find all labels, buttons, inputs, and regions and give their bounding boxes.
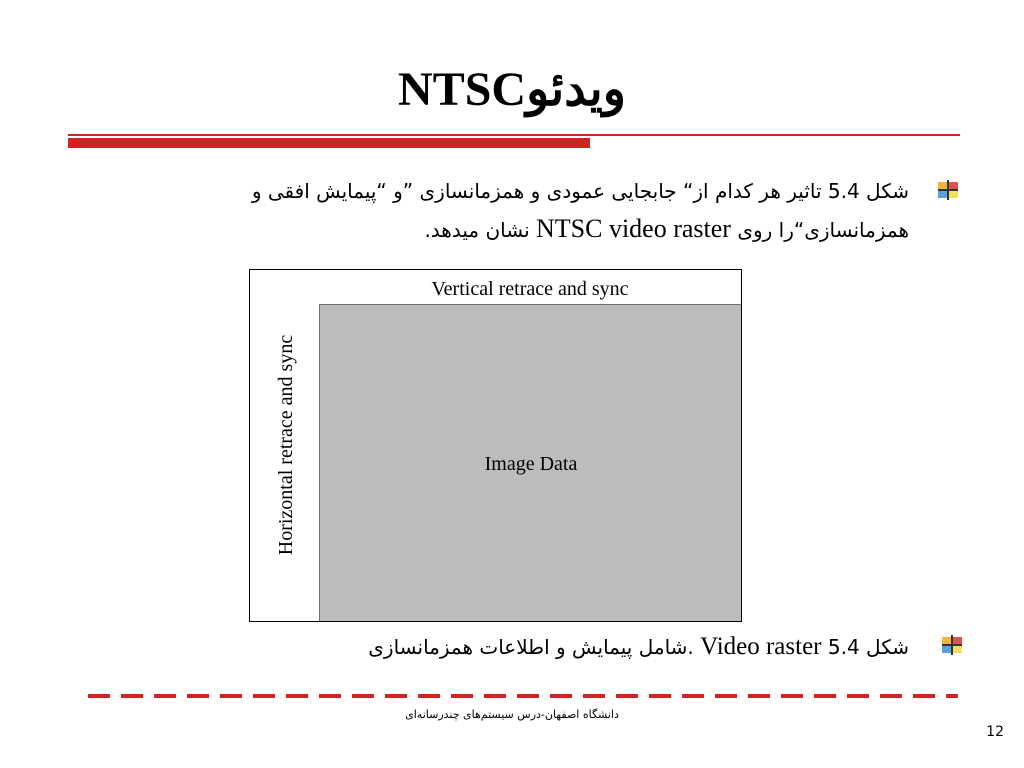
- footer-text: دانشگاه اصفهان-درس سیستم‌های چندرسانه‌ای: [405, 708, 619, 721]
- slide-title: [0, 60, 1024, 120]
- bullet-1-line-2-post: نشان میدهد.: [424, 218, 536, 242]
- bullet-2-suffix: .شامل پیمایش و اطلاعات همزمانسازی: [368, 635, 701, 659]
- footer-dashed-divider: [88, 694, 958, 698]
- image-data-area: [319, 304, 741, 621]
- title-rule-thin: [68, 134, 960, 136]
- title-persian: ویدئو: [526, 63, 626, 116]
- bullet-1-line-2: [109, 210, 909, 249]
- bullet-1-line-2-latin: NTSC video raster: [536, 214, 731, 243]
- image-data-label: Image Data: [484, 453, 578, 475]
- title-rule-thick: [68, 138, 590, 148]
- bullet-square-icon: [936, 178, 960, 202]
- bullet-2-prefix: شکل 5.4: [821, 635, 909, 659]
- title-latin: NTSC: [398, 63, 527, 116]
- video-raster-figure: [249, 269, 742, 622]
- page-number: 12: [986, 724, 1004, 740]
- bullet-1-line-1: شکل 5.4 تاثیر هر کدام از“ جابجایی عمودی و همزمانسازی ”و “پیمایش افقی و: [251, 179, 909, 203]
- bullet-square-icon: [940, 633, 964, 657]
- bullet-text-2: [109, 628, 909, 666]
- bullet-2-latin: Video raster: [700, 633, 822, 660]
- bullet-text-1: [109, 172, 909, 249]
- bullet-1-line-2-pre: همزمانسازی“را روی: [730, 218, 909, 242]
- horizontal-retrace-label: Horizontal retrace and sync: [275, 334, 297, 556]
- vertical-retrace-label: Vertical retrace and sync: [431, 278, 629, 300]
